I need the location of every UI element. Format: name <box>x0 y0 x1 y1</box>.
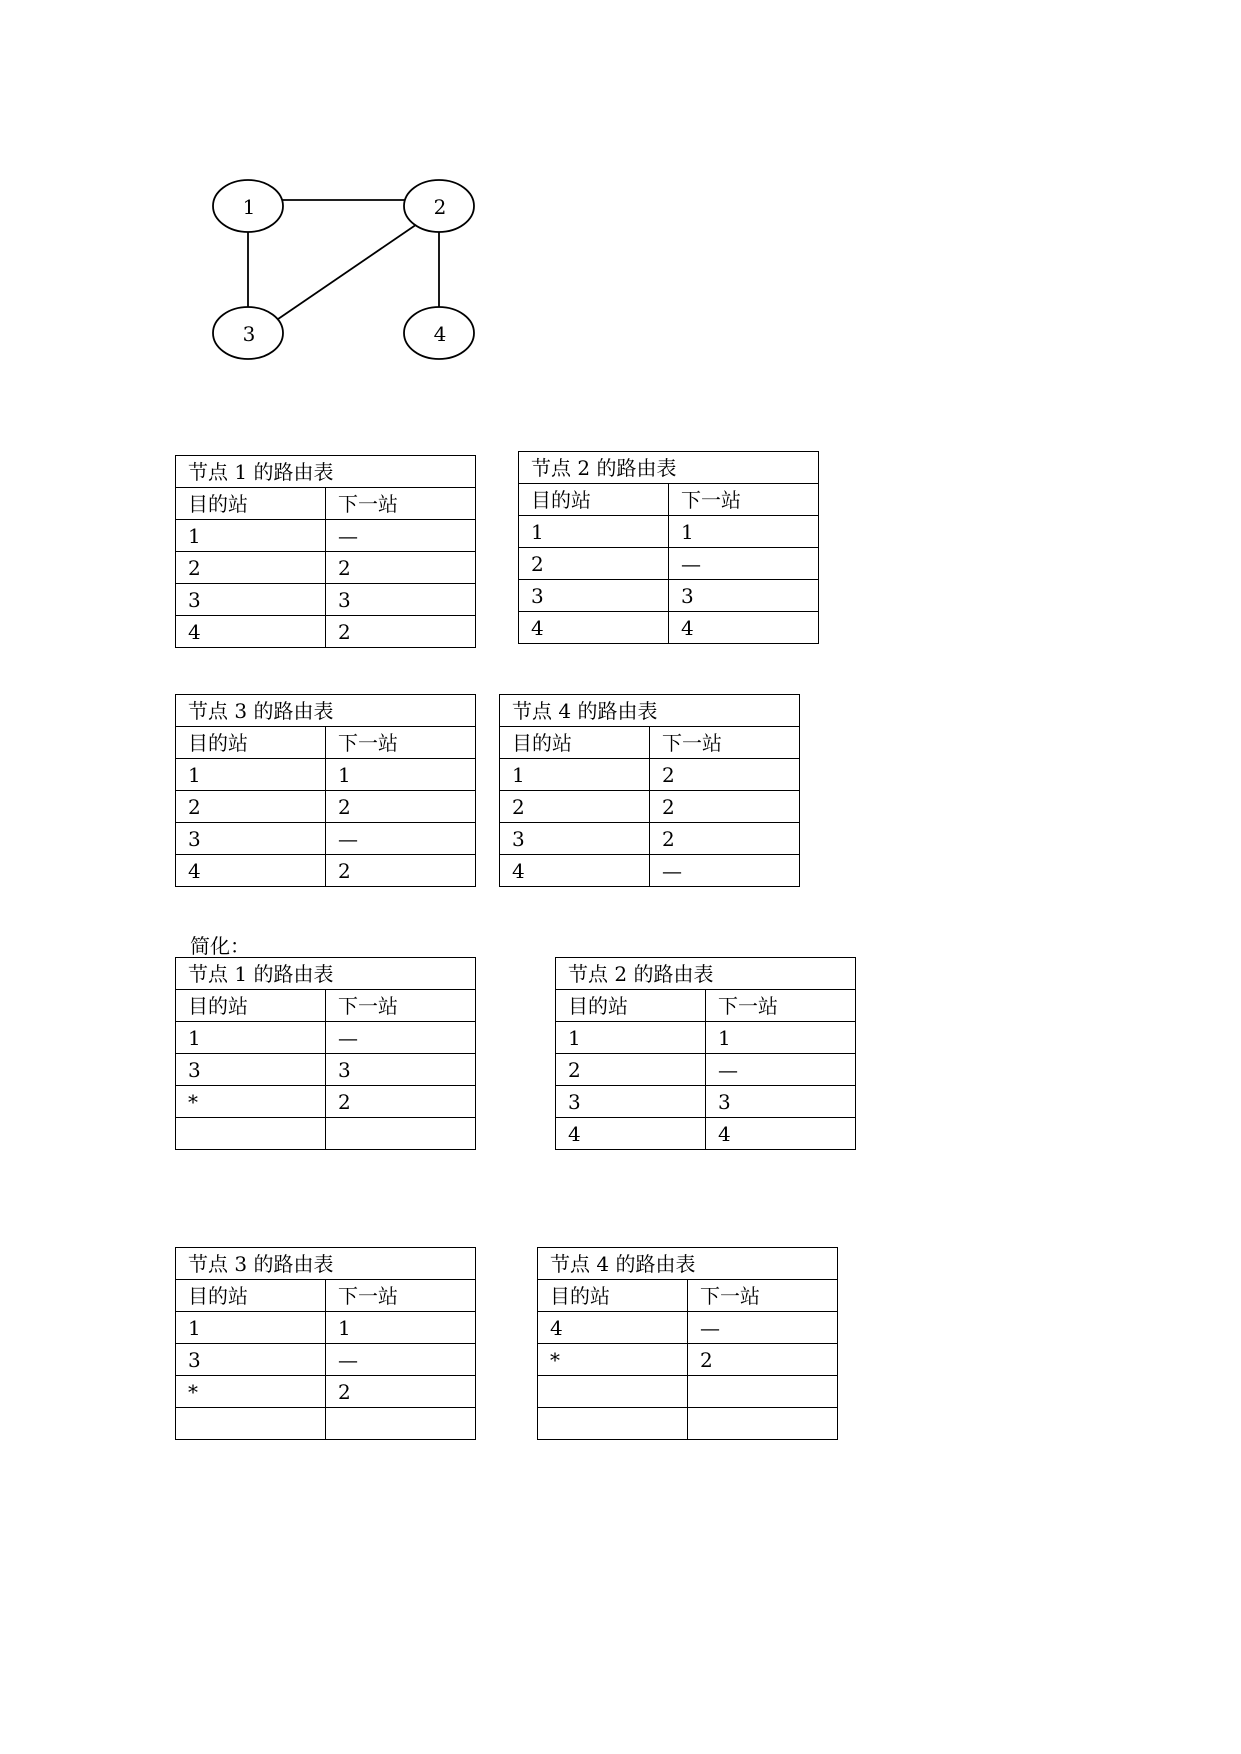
header-dest: 目的站 <box>176 1280 326 1312</box>
table-header-row <box>519 484 819 516</box>
header-dest: 目的站 <box>176 727 326 759</box>
table-row <box>556 1054 856 1086</box>
table-title-row <box>176 695 476 727</box>
cell-dest: 4 <box>176 616 326 648</box>
cell-next <box>688 1408 838 1440</box>
header-dest: 目的站 <box>519 484 669 516</box>
cell-next: 1 <box>326 759 476 791</box>
table-row <box>176 1086 476 1118</box>
table-header-row <box>556 990 856 1022</box>
cell-next: 4 <box>669 612 819 644</box>
routing-table-node-1 <box>175 455 476 648</box>
cell-dest: 4 <box>500 855 650 887</box>
table-header-row <box>176 1280 476 1312</box>
cell-next: 3 <box>669 580 819 612</box>
header-dest: 目的站 <box>176 990 326 1022</box>
cell-dest: * <box>176 1376 326 1408</box>
cell-next <box>326 1118 476 1150</box>
cell-next: — <box>326 1344 476 1376</box>
cell-next <box>326 1408 476 1440</box>
cell-next: 2 <box>688 1344 838 1376</box>
header-next: 下一站 <box>326 1280 476 1312</box>
cell-dest: 4 <box>538 1312 688 1344</box>
cell-next: 4 <box>706 1118 856 1150</box>
header-next: 下一站 <box>688 1280 838 1312</box>
table-row <box>500 791 800 823</box>
cell-dest: 1 <box>176 1022 326 1054</box>
cell-next: 2 <box>650 823 800 855</box>
cell-dest <box>538 1408 688 1440</box>
table-row <box>556 1086 856 1118</box>
simplified-section-label: 简化： <box>190 934 250 958</box>
cell-dest: 1 <box>500 759 650 791</box>
header-next: 下一站 <box>650 727 800 759</box>
header-dest: 目的站 <box>556 990 706 1022</box>
cell-dest: 1 <box>556 1022 706 1054</box>
cell-next <box>688 1376 838 1408</box>
cell-next: 2 <box>326 855 476 887</box>
cell-dest: 4 <box>556 1118 706 1150</box>
table-row <box>176 855 476 887</box>
cell-dest <box>538 1376 688 1408</box>
cell-next: — <box>650 855 800 887</box>
header-next: 下一站 <box>669 484 819 516</box>
table-title-row <box>176 1248 476 1280</box>
cell-dest: 3 <box>176 1054 326 1086</box>
table-title-row <box>500 695 800 727</box>
cell-next: 2 <box>326 1376 476 1408</box>
table-row <box>176 1376 476 1408</box>
table-title-row <box>176 456 476 488</box>
table-header-row <box>500 727 800 759</box>
table-row <box>538 1376 838 1408</box>
cell-dest: 2 <box>176 552 326 584</box>
table-row <box>176 823 476 855</box>
table-row <box>176 552 476 584</box>
header-next: 下一站 <box>326 727 476 759</box>
table-row <box>176 1022 476 1054</box>
cell-dest: 3 <box>176 823 326 855</box>
table-title: 节点 1 的路由表 <box>176 456 476 488</box>
table-title-row <box>538 1248 838 1280</box>
cell-next: 3 <box>326 584 476 616</box>
header-dest: 目的站 <box>538 1280 688 1312</box>
cell-next: 1 <box>706 1022 856 1054</box>
table-row <box>519 580 819 612</box>
cell-dest: 3 <box>519 580 669 612</box>
node-3-label: 3 <box>242 322 256 346</box>
table-row <box>176 791 476 823</box>
table-header-row <box>176 727 476 759</box>
table-row <box>176 1054 476 1086</box>
table-row <box>519 516 819 548</box>
cell-dest: 1 <box>176 759 326 791</box>
table-title-row <box>176 958 476 990</box>
header-dest: 目的站 <box>500 727 650 759</box>
cell-dest <box>176 1408 326 1440</box>
simplified-routing-table-node-1 <box>175 957 476 1150</box>
table-row <box>176 616 476 648</box>
table-row <box>519 612 819 644</box>
table-title-row <box>556 958 856 990</box>
cell-dest: 2 <box>176 791 326 823</box>
cell-next: 2 <box>326 791 476 823</box>
table-title: 节点 3 的路由表 <box>176 1248 476 1280</box>
header-dest: 目的站 <box>176 488 326 520</box>
cell-next: 2 <box>650 791 800 823</box>
table-header-row <box>176 488 476 520</box>
table-row <box>176 584 476 616</box>
cell-dest <box>176 1118 326 1150</box>
cell-dest: 4 <box>176 855 326 887</box>
table-row <box>500 823 800 855</box>
cell-next: 1 <box>669 516 819 548</box>
table-header-row <box>176 990 476 1022</box>
table-row <box>500 759 800 791</box>
cell-dest: 2 <box>519 548 669 580</box>
cell-next: — <box>326 823 476 855</box>
cell-dest: 3 <box>500 823 650 855</box>
cell-next: — <box>688 1312 838 1344</box>
cell-dest: 1 <box>519 516 669 548</box>
header-next: 下一站 <box>326 990 476 1022</box>
routing-table-node-2 <box>518 451 819 644</box>
table-row <box>176 1408 476 1440</box>
network-topology-diagram <box>0 0 520 380</box>
cell-next: — <box>706 1054 856 1086</box>
cell-next: 2 <box>326 616 476 648</box>
cell-next: — <box>326 520 476 552</box>
routing-table-node-4 <box>499 694 800 887</box>
table-row <box>538 1312 838 1344</box>
table-row <box>556 1118 856 1150</box>
table-row <box>519 548 819 580</box>
cell-dest: 4 <box>519 612 669 644</box>
header-next: 下一站 <box>326 488 476 520</box>
cell-dest: 3 <box>556 1086 706 1118</box>
table-title: 节点 2 的路由表 <box>519 452 819 484</box>
table-title: 节点 2 的路由表 <box>556 958 856 990</box>
table-title: 节点 4 的路由表 <box>538 1248 838 1280</box>
routing-table-node-3 <box>175 694 476 887</box>
cell-dest: 1 <box>176 1312 326 1344</box>
node-2-label: 2 <box>433 195 447 219</box>
table-title: 节点 4 的路由表 <box>500 695 800 727</box>
cell-next: 3 <box>706 1086 856 1118</box>
table-title: 节点 1 的路由表 <box>176 958 476 990</box>
simplified-routing-table-node-4 <box>537 1247 838 1440</box>
cell-next: — <box>326 1022 476 1054</box>
node-1-label: 1 <box>242 195 256 219</box>
table-row <box>556 1022 856 1054</box>
node-4-label: 4 <box>433 322 447 346</box>
cell-dest: * <box>538 1344 688 1376</box>
table-row <box>176 1312 476 1344</box>
table-row <box>176 1344 476 1376</box>
cell-next: 2 <box>326 552 476 584</box>
cell-dest: 3 <box>176 1344 326 1376</box>
table-row <box>500 855 800 887</box>
cell-dest: * <box>176 1086 326 1118</box>
cell-dest: 1 <box>176 520 326 552</box>
table-row <box>176 1118 476 1150</box>
header-next: 下一站 <box>706 990 856 1022</box>
cell-next: 1 <box>326 1312 476 1344</box>
cell-dest: 2 <box>556 1054 706 1086</box>
table-row <box>538 1408 838 1440</box>
table-row <box>176 759 476 791</box>
cell-next: 3 <box>326 1054 476 1086</box>
simplified-routing-table-node-2 <box>555 957 856 1150</box>
table-title: 节点 3 的路由表 <box>176 695 476 727</box>
table-header-row <box>538 1280 838 1312</box>
table-row <box>176 520 476 552</box>
cell-next: 2 <box>650 759 800 791</box>
simplified-routing-table-node-3 <box>175 1247 476 1440</box>
table-row <box>538 1344 838 1376</box>
table-title-row <box>519 452 819 484</box>
cell-dest: 3 <box>176 584 326 616</box>
cell-next: 2 <box>326 1086 476 1118</box>
cell-next: — <box>669 548 819 580</box>
edge-2-3 <box>262 220 423 330</box>
cell-dest: 2 <box>500 791 650 823</box>
